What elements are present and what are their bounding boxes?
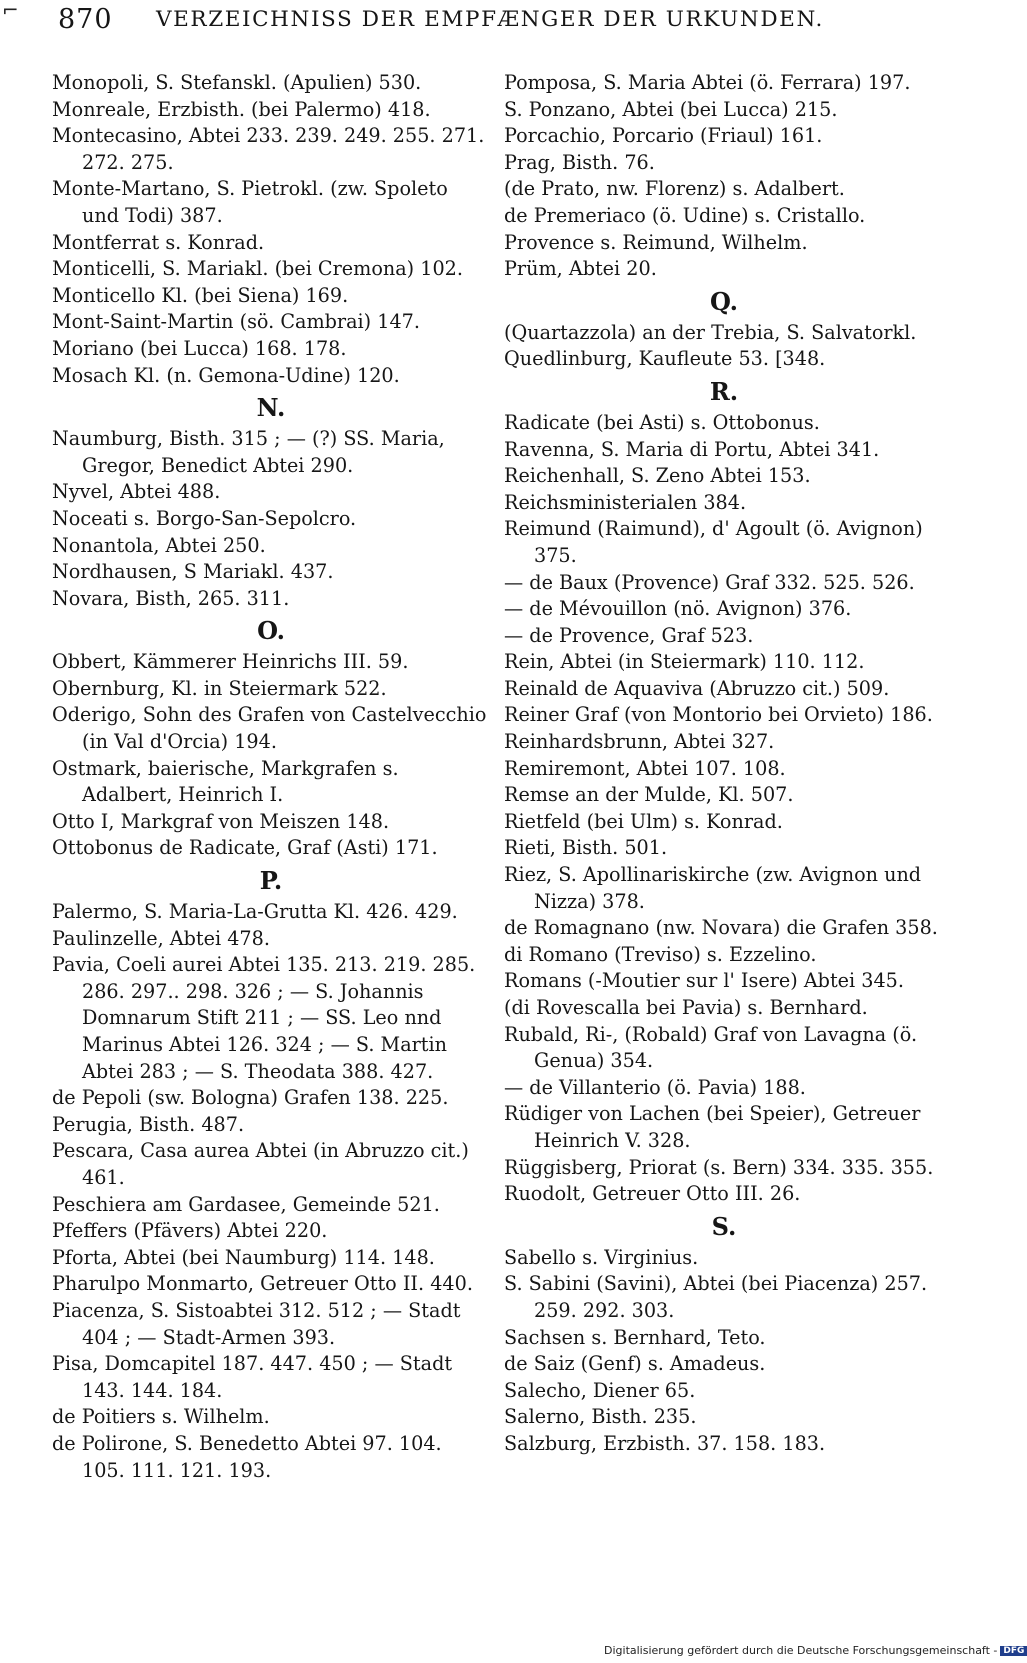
index-entry: Quedlinburg, Kaufleute 53. [348.: [504, 347, 826, 371]
index-entry: Pfeffers (Pfävers) Abtei 220.: [52, 1219, 328, 1243]
index-entry: Novara, Bisth, 265. 311.: [52, 586, 290, 610]
index-entry: de Polirone, S. Benedetto Abtei 97. 104. 105. 111. 121. 193.: [52, 1431, 442, 1482]
index-entry: Otto I, Markgraf von Meiszen 148.: [52, 809, 390, 833]
index-entry: Montecasino, Abtei 233. 239. 249. 255. 271. 272. 275.: [52, 124, 485, 174]
index-entry: Rubald, Ri-, (Robald) Graf von Lavagna (ö. Genua) 354.: [504, 1022, 918, 1073]
index-entry: Remse an der Mulde, Kl. 507.: [504, 783, 794, 807]
index-entry: — de Provence, Graf 523.: [504, 623, 754, 647]
index-entry: de Romagnano (nw. Novara) die Grafen 358.: [504, 916, 938, 940]
section-letter: R.: [709, 376, 739, 406]
index-entry: Nonantola, Abtei 250.: [52, 533, 266, 557]
footer-text: Digitalisierung gefördert durch die Deutsche Forschungsgemeinschaft -: [604, 1644, 998, 1657]
index-entry: Piacenza, S. Sistoabtei 312. 512 ; — Stadt 404 ; — Stadt-Armen 393.: [52, 1298, 461, 1349]
index-entry: — de Villanterio (ö. Pavia) 188.: [504, 1075, 806, 1099]
left-column: [52, 70, 490, 1484]
index-entry: Pforta, Abtei (bei Naumburg) 114. 148.: [52, 1245, 435, 1269]
index-entry: Monreale, Erzbisth. (bei Palermo) 418.: [52, 97, 431, 121]
section-letter: P.: [259, 866, 283, 896]
index-entry: Salerno, Bisth. 235.: [504, 1405, 697, 1429]
index-entry: (de Prato, nw. Florenz) s. Adalbert.: [504, 177, 845, 201]
index-entry: Paulinzelle, Abtei 478.: [52, 926, 270, 950]
index-entry: — de Mévouillon (nö. Avignon) 376.: [504, 597, 852, 621]
index-entry: Reichenhall, S. Zeno Abtei 153.: [504, 464, 811, 488]
index-entry: Oderigo, Sohn des Grafen von Castelvecchio (in Val d'Orcia) 194.: [52, 703, 487, 754]
index-entry: Reimund (Raimund), d' Agoult (ö. Avignon) 375.: [504, 517, 923, 567]
index-entry: Monticello Kl. (bei Siena) 169.: [52, 283, 349, 307]
index-entry: Salzburg, Erzbisth. 37. 158. 183.: [504, 1431, 826, 1455]
right-column: [504, 70, 944, 1458]
index-entry: Radicate (bei Asti) s. Ottobonus.: [504, 410, 820, 434]
index-entry: Moriano (bei Lucca) 168. 178.: [52, 336, 347, 360]
index-entry: Pescara, Casa aurea Abtei (in Abruzzo cit.) 461.: [52, 1139, 469, 1189]
index-entry: Naumburg, Bisth. 315 ; — (?) SS. Maria, Gregor, Benedict Abtei 290.: [52, 427, 445, 477]
section-letter: Q.: [709, 286, 739, 316]
page-header: [58, 4, 938, 40]
index-entry: Porcachio, Porcario (Friaul) 161.: [504, 124, 823, 148]
index-entry: Pavia, Coeli aurei Abtei 135. 213. 219. 285. 286. 297.. 298. 326 ; — S. Johannis Domnarum Stift 211 ; — SS. Leo nnd Marinus Abtei 126. 324 ; — S. Martin Abtei 283 ; — S. Theodata 388. 427.: [52, 953, 476, 1083]
index-entry: Peschiera am Gardasee, Gemeinde 521.: [52, 1192, 440, 1216]
index-entry: Provence s. Reimund, Wilhelm.: [504, 230, 808, 254]
index-entry: di Romano (Treviso) s. Ezzelino.: [504, 942, 817, 966]
index-entry: Sabello s. Virginius.: [504, 1245, 699, 1269]
page-title: VERZEICHNISS DER EMPFÆNGER DER URKUNDEN.: [156, 7, 824, 32]
index-entry: S. Ponzano, Abtei (bei Lucca) 215.: [504, 97, 838, 121]
index-entry: S. Sabini (Savini), Abtei (bei Piacenza) 257. 259. 292. 303.: [504, 1272, 928, 1322]
index-entry: Monte-Martano, S. Pietrokl. (zw. Spoleto und Todi) 387.: [52, 177, 448, 227]
index-entry: Nordhausen, S Mariakl. 437.: [52, 560, 334, 584]
index-entry: Noceati s. Borgo-San-Sepolcro.: [52, 506, 357, 530]
index-entry: Pharulpo Monmarto, Getreuer Otto II. 440.: [52, 1272, 473, 1296]
index-entry: de Saiz (Genf) s. Amadeus.: [504, 1352, 766, 1376]
index-entry: Montferrat s. Konrad.: [52, 230, 265, 254]
index-entry: Perugia, Bisth. 487.: [52, 1112, 245, 1136]
index-entry: Reinhardsbrunn, Abtei 327.: [504, 730, 775, 754]
index-entry: de Pepoli (sw. Bologna) Grafen 138. 225.: [52, 1086, 449, 1110]
index-entry: Rieti, Bisth. 501.: [504, 836, 668, 860]
index-entry: (Quartazzola) an der Trebia, S. Salvatorkl.: [504, 320, 917, 344]
index-entry: Nyvel, Abtei 488.: [52, 480, 221, 504]
index-entry: Ravenna, S. Maria di Portu, Abtei 341.: [504, 437, 880, 461]
section-letter: O.: [257, 616, 285, 646]
index-entry: Monopoli, S. Stefanskl. (Apulien) 530.: [52, 71, 422, 94]
index-entry: Sachsen s. Bernhard, Teto.: [504, 1325, 766, 1349]
index-entry: Ostmark, baierische, Markgrafen s. Adalbert, Heinrich I.: [52, 756, 399, 807]
index-entry: Obernburg, Kl. in Steiermark 522.: [52, 676, 387, 700]
index-entry: Reiner Graf (von Montorio bei Orvieto) 186.: [504, 703, 933, 727]
index-entry: Remiremont, Abtei 107. 108.: [504, 756, 786, 780]
index-entry: Pomposa, S. Maria Abtei (ö. Ferrara) 197.: [504, 71, 911, 94]
index-entry: (di Rovescalla bei Pavia) s. Bernhard.: [504, 996, 868, 1019]
index-entry: Riez, S. Apollinariskirche (zw. Avignon und Nizza) 378.: [504, 863, 922, 913]
index-entry: Rüdiger von Lachen (bei Speier), Getreuer Heinrich V. 328.: [504, 1102, 921, 1152]
index-entry: Salecho, Diener 65.: [504, 1378, 696, 1402]
section-letter: S.: [711, 1211, 737, 1241]
index-entry: Ottobonus de Radicate, Graf (Asti) 171.: [52, 836, 438, 860]
index-entry: Rüggisberg, Priorat (s. Bern) 334. 335. 355.: [504, 1155, 934, 1179]
index-entry: Reinald de Aquaviva (Abruzzo cit.) 509.: [504, 676, 890, 700]
page-number: 870: [58, 4, 113, 35]
index-entry: Obbert, Kämmerer Heinrichs III. 59.: [52, 650, 409, 674]
index-entry: de Premeriaco (ö. Udine) s. Cristallo.: [504, 203, 866, 227]
section-letter: N.: [256, 393, 286, 423]
index-entry: de Poitiers s. Wilhelm.: [52, 1405, 270, 1429]
index-entry: Prüm, Abtei 20.: [504, 257, 657, 281]
index-entry: Palermo, S. Maria-La-Grutta Kl. 426. 429.: [52, 900, 458, 924]
dfg-logo: DFG: [1000, 1646, 1027, 1656]
index-entry: Ruodolt, Getreuer Otto III. 26.: [504, 1182, 801, 1206]
index-entry: Mosach Kl. (n. Gemona-Udine) 120.: [52, 363, 400, 387]
index-entry: Reichsministerialen 384.: [504, 490, 747, 514]
index-entry: — de Baux (Provence) Graf 332. 525. 526.: [504, 570, 915, 594]
index-entry: Mont-Saint-Martin (sö. Cambrai) 147.: [52, 310, 420, 334]
margin-mark: ⌐: [2, 0, 19, 22]
index-entry: Pisa, Domcapitel 187. 447. 450 ; — Stadt 143. 144. 184.: [52, 1352, 453, 1402]
index-entry: Monticelli, S. Mariakl. (bei Cremona) 102.: [52, 257, 463, 281]
index-entry: Romans (-Moutier sur l' Isere) Abtei 345.: [504, 969, 904, 993]
index-entry: Prag, Bisth. 76.: [504, 150, 655, 174]
index-entry: Rietfeld (bei Ulm) s. Konrad.: [504, 809, 783, 833]
footer-credit: [604, 1644, 1025, 1660]
index-entry: Rein, Abtei (in Steiermark) 110. 112.: [504, 650, 865, 674]
